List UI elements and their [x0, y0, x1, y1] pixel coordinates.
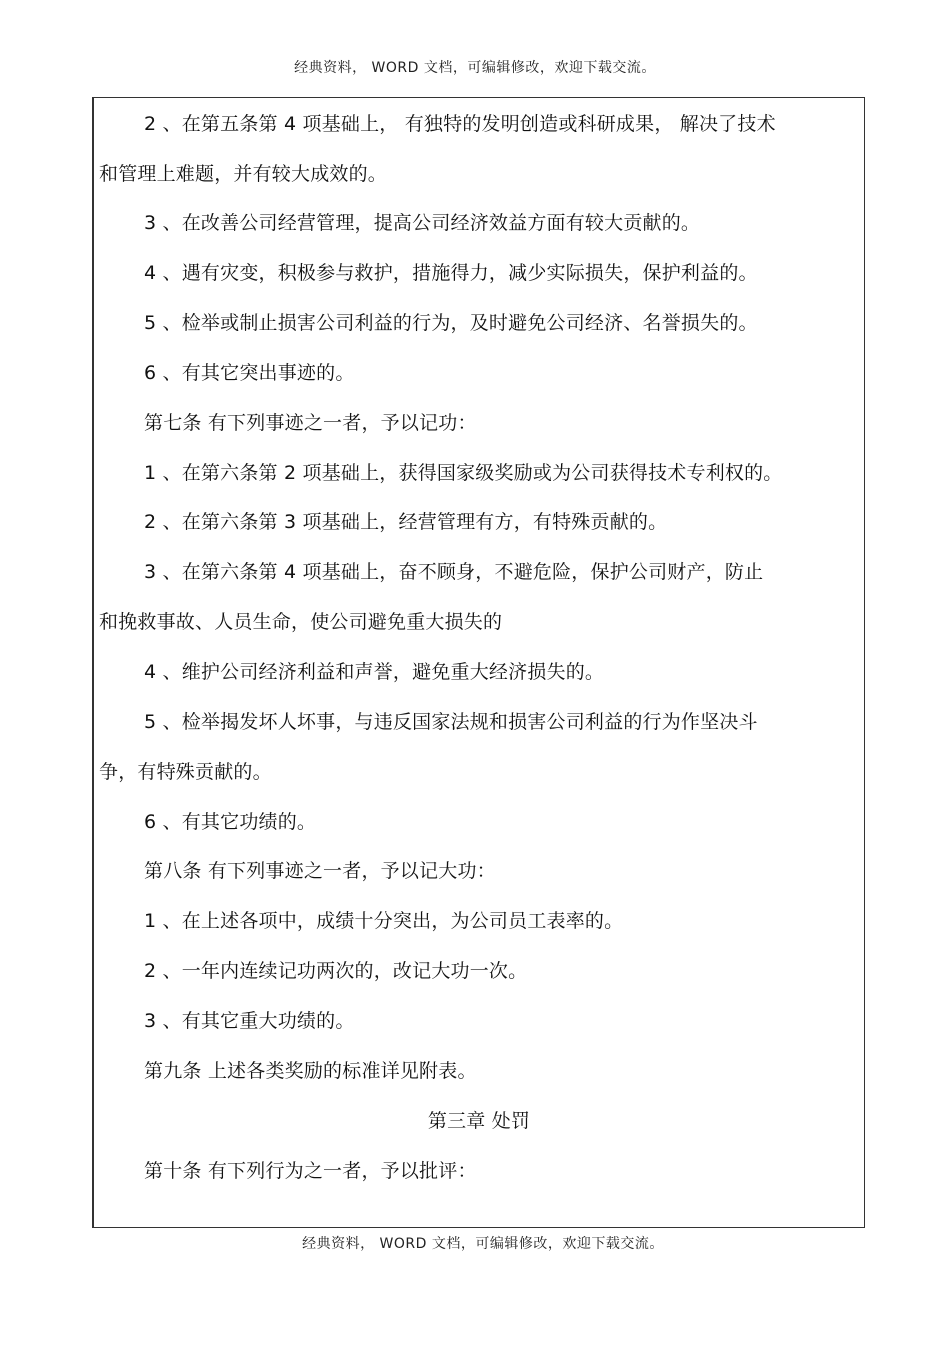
text-line: 3 、在第六条第 4 项基础上，奋不顾身，不避危险，保护公司财产，防止 — [144, 561, 764, 583]
text-line: 3 、有其它重大功绩的。 — [144, 1010, 355, 1032]
text-line: 5 、检举揭发坏人坏事，与违反国家法规和损害公司利益的行为作坚决斗 — [144, 711, 758, 733]
article-heading: 第九条 上述各类奖励的标准详见附表。 — [144, 1060, 477, 1082]
text-line: 2 、一年内连续记功两次的，改记大功一次。 — [144, 960, 528, 982]
text-line: 2 、在第五条第 4 项基础上， 有独特的发明创造或科研成果， 解决了技术 — [144, 113, 776, 135]
text-line: 和挽救事故、人员生命，使公司避免重大损失的 — [99, 611, 503, 633]
text-line: 6 、有其它功绩的。 — [144, 811, 317, 833]
page-footer-note: 经典资料， WORD 文档，可编辑修改，欢迎下载交流。 — [302, 1236, 664, 1252]
text-line: 1 、在第六条第 2 项基础上，获得国家级奖励或为公司获得技术专利权的。 — [144, 462, 783, 484]
text-line: 3 、在改善公司经营管理，提高公司经济效益方面有较大贡献的。 — [144, 212, 701, 234]
text-line: 5 、检举或制止损害公司利益的行为，及时避免公司经济、名誉损失的。 — [144, 312, 758, 334]
text-line: 4 、维护公司经济利益和声誉，避免重大经济损失的。 — [144, 661, 605, 683]
text-line: 和管理上难题，并有较大成效的。 — [99, 163, 388, 185]
text-line: 2 、在第六条第 3 项基础上，经营管理有方，有特殊贡献的。 — [144, 511, 668, 533]
text-line: 争，有特殊贡献的。 — [99, 761, 272, 783]
article-heading: 第七条 有下列事迹之一者，予以记功： — [144, 412, 477, 434]
article-heading: 第十条 有下列行为之一者，予以批评： — [144, 1160, 477, 1182]
text-line: 4 、遇有灾变，积极参与救护，措施得力，减少实际损失，保护利益的。 — [144, 262, 758, 284]
text-line: 1 、在上述各项中，成绩十分突出，为公司员工表率的。 — [144, 910, 624, 932]
article-heading: 第八条 有下列事迹之一者，予以记大功： — [144, 860, 496, 882]
page-header-note: 经典资料， WORD 文档，可编辑修改，欢迎下载交流。 — [294, 60, 656, 76]
document-frame — [92, 97, 865, 1228]
chapter-heading: 第三章 处罚 — [427, 1110, 531, 1132]
text-line: 6 、有其它突出事迹的。 — [144, 362, 355, 384]
